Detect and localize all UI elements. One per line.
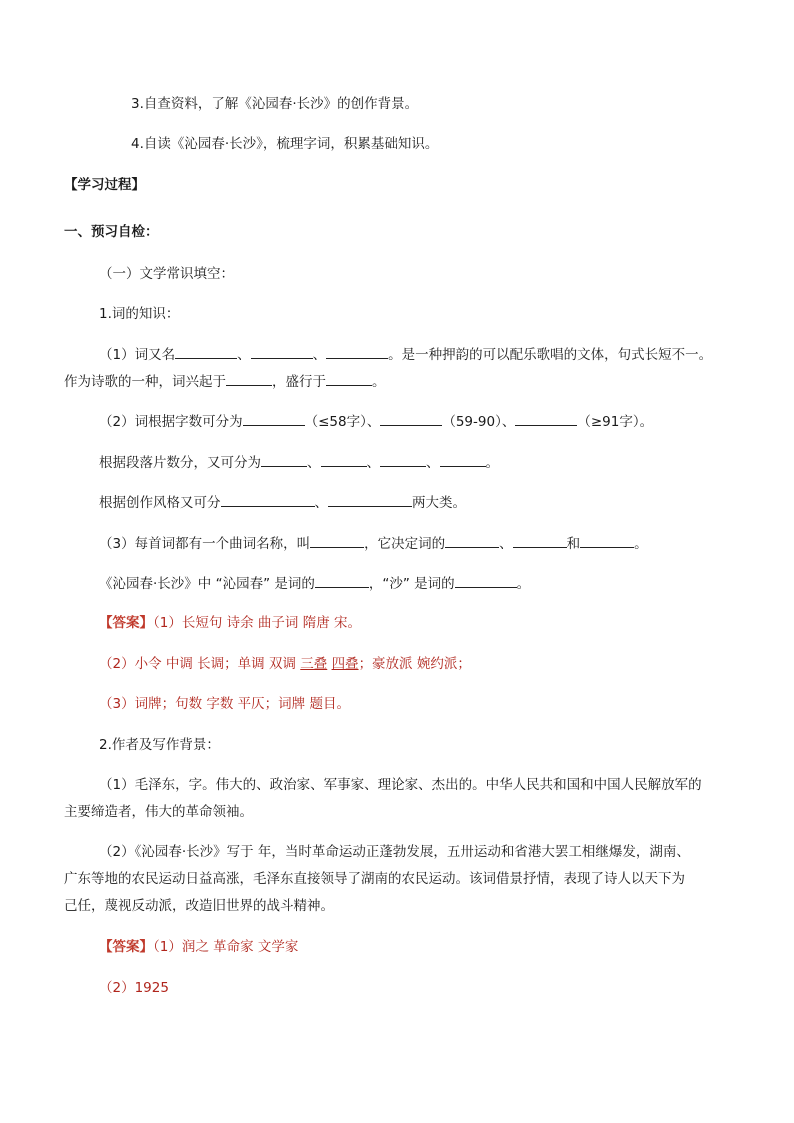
q1-1-line2: 作为诗歌的一种，词兴起于 ，盛行于 。 xyxy=(64,371,386,392)
q1-1-line1: （1）词又名 、 、 。是一种押韵的可以配乐歌唱的文体，句式长短不一。 xyxy=(99,344,712,365)
blank[interactable] xyxy=(380,452,426,467)
blank[interactable] xyxy=(326,344,388,359)
blank[interactable] xyxy=(310,533,364,548)
intro-item-4: 4.自读《沁园春·长沙》，梳理字词，积累基础知识。 xyxy=(131,136,439,152)
blank[interactable] xyxy=(328,492,412,507)
answer-label: 【答案】 xyxy=(99,615,153,631)
blank[interactable] xyxy=(440,452,486,467)
blank[interactable] xyxy=(261,452,307,467)
blank[interactable] xyxy=(175,344,237,359)
answer-label: 【答案】 xyxy=(99,939,153,955)
blank[interactable] xyxy=(221,492,315,507)
q1-2c-line: 根据创作风格又可分 、 两大类。 xyxy=(99,492,466,513)
blank[interactable] xyxy=(315,573,369,588)
q2-2-line2: 广东等地的农民运动日益高涨，毛泽东直接领导了湖南的农民运动。该词借景抒情，表现了诗人以天下为 xyxy=(64,871,685,887)
blank[interactable] xyxy=(251,344,313,359)
blank[interactable] xyxy=(243,411,305,426)
blank[interactable] xyxy=(580,533,634,548)
answer1-line1: 【答案】（1）长短句 诗余 曲子词 隋唐 宋。 xyxy=(99,615,362,631)
blank[interactable] xyxy=(455,573,517,588)
section-title: 【学习过程】 xyxy=(64,177,145,193)
q2-title: 2.作者及写作背景： xyxy=(99,737,220,753)
q1-title: 1.词的知识： xyxy=(99,306,180,322)
blank[interactable] xyxy=(321,452,367,467)
part1-title: 一、预习自检： xyxy=(64,224,159,240)
blank[interactable] xyxy=(380,411,442,426)
q2-2-line3: 己任，蔑视反动派，改造旧世界的战斗精神。 xyxy=(64,898,334,914)
answer2-line2: （2）1925 xyxy=(99,980,169,996)
q2-2-line1: （2）《沁园春·长沙》写于 年，当时革命运动正蓬勃发展，五卅运动和省港大罢工相继爆发，湖南、 xyxy=(99,844,690,860)
q2-1-line1: （1）毛泽东，字。伟大的、政治家、军事家、理论家、杰出的。中华人民共和国和中国人民解放军的 xyxy=(99,777,702,793)
intro-item-3: 3.自查资料，了解《沁园春·长沙》的创作背景。 xyxy=(131,96,419,112)
sub1-title: （一）文学常识填空： xyxy=(99,266,234,282)
q1-3-line: （3）每首词都有一个曲词名称，叫 ，它决定词的 、 和 。 xyxy=(99,533,648,554)
q1-2b-line: 根据段落片数分，又可分为 、 、 、 。 xyxy=(99,452,499,473)
q2-1-line2: 主要缔造者，伟大的革命领袖。 xyxy=(64,804,253,820)
blank[interactable] xyxy=(326,371,372,386)
answer1-line3: （3）词牌；句数 字数 平仄；词牌 题目。 xyxy=(99,696,350,712)
blank[interactable] xyxy=(515,411,577,426)
q1-3b-line: 《沁园春·长沙》中 “沁园春” 是词的 ，“沙” 是词的 。 xyxy=(99,573,530,594)
q1-2-line: （2）词根据字数可分为 （≤58字）、 （59-90）、 （≥91字）。 xyxy=(99,411,653,432)
answer2-line1: 【答案】（1）润之 革命家 文学家 xyxy=(99,939,299,955)
blank[interactable] xyxy=(445,533,499,548)
blank[interactable] xyxy=(513,533,567,548)
answer1-line2: （2）小令 中调 长调；单调 双调 三叠 四叠；豪放派 婉约派； xyxy=(99,656,471,672)
blank[interactable] xyxy=(226,371,272,386)
